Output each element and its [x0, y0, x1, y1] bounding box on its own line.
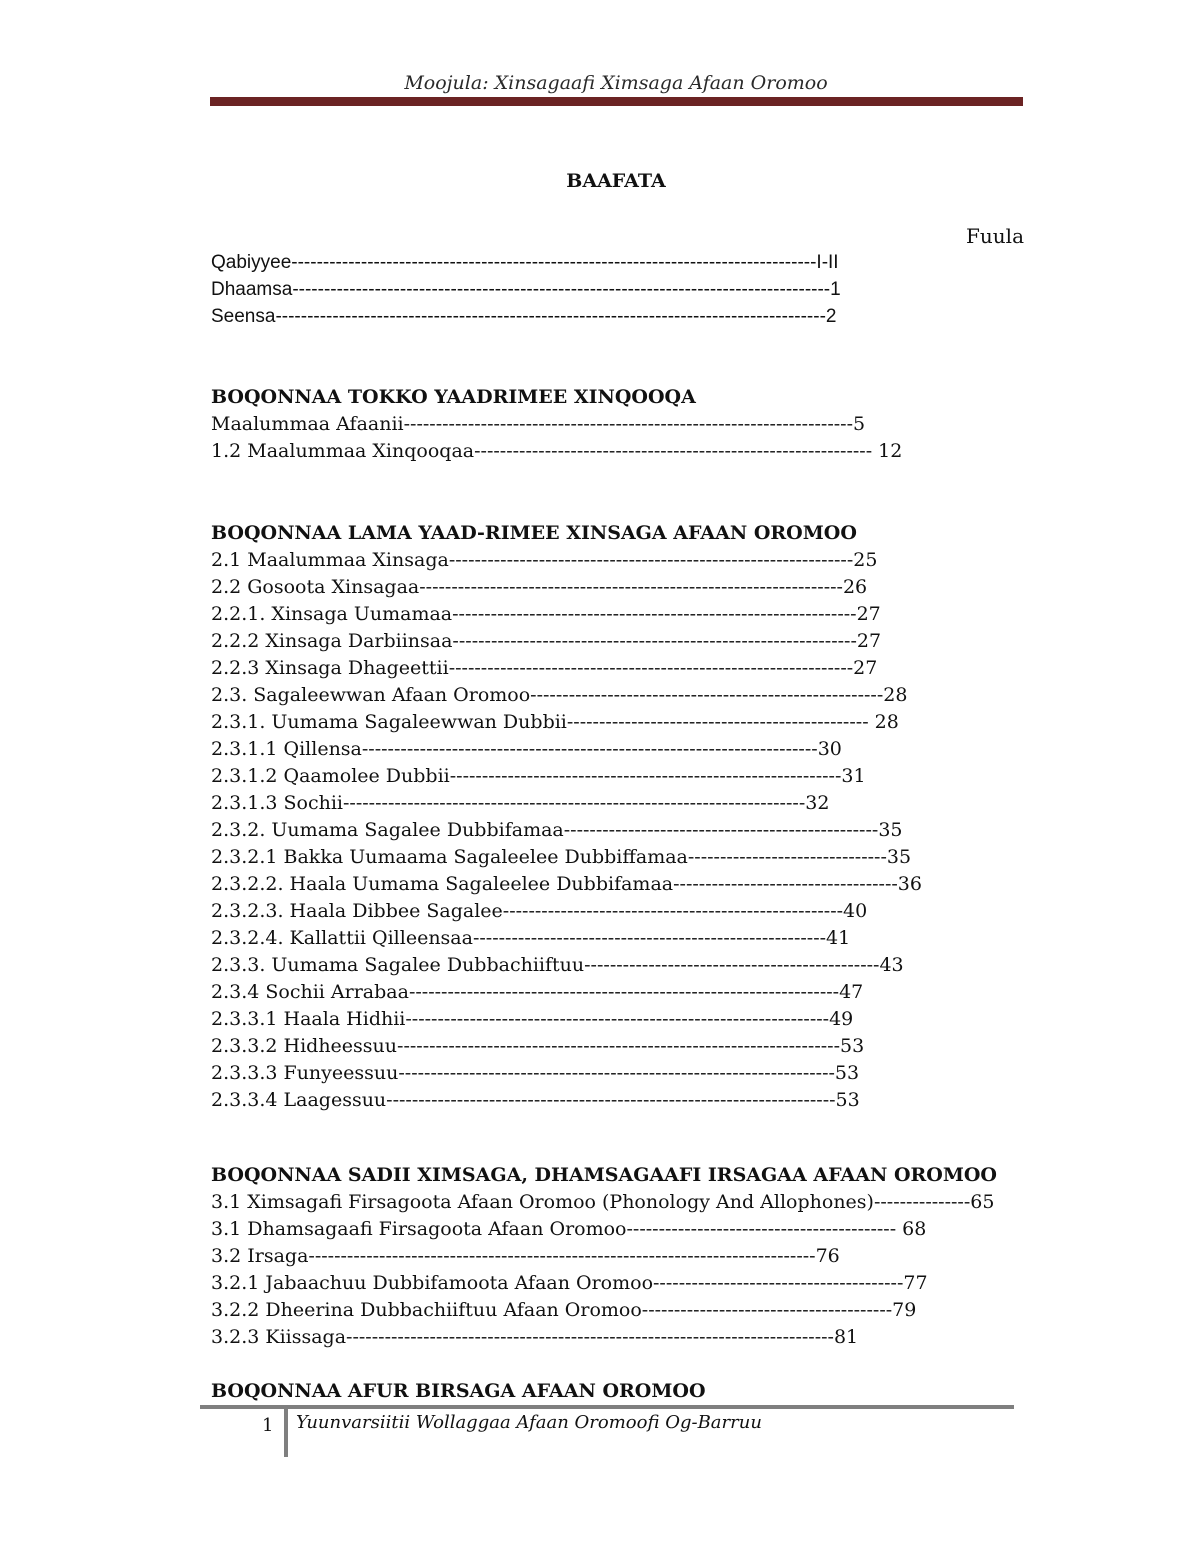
toc-entry: 2.3.4 Sochii Arrabaa-------------------------------------------------------------------47: [211, 981, 864, 1003]
toc-entry: 3.2.1 Jabaachuu Dubbifamoota Afaan Oromoo---------------------------------------77: [211, 1272, 928, 1294]
footer-rule-horizontal: [200, 1405, 1014, 1409]
chapter-heading: BOQONNAA SADII XIMSAGA, DHAMSAGAAFI IRSAGAA AFAAN OROMOO: [211, 1164, 997, 1186]
toc-entry: 2.3.2. Uumama Sagalee Dubbifamaa-------------------------------------------------35: [211, 819, 903, 841]
toc-entry: 2.3.1.2 Qaamolee Dubbii-------------------------------------------------------------31: [211, 765, 866, 787]
toc-entry: 2.2.1. Xinsaga Uumamaa---------------------------------------------------------------27: [211, 603, 881, 625]
footer-rule-vertical: [284, 1405, 288, 1457]
toc-entry: 3.2 Irsaga-------------------------------------------------------------------------------76: [211, 1245, 840, 1267]
toc-entry: 2.3.2.4. Kallattii Qilleensaa-------------------------------------------------------41: [211, 927, 851, 949]
toc-entry: 3.1 Dhamsagaafi Firsagoota Afaan Oromoo------------------------------------------ 68: [211, 1218, 927, 1240]
chapter-heading: BOQONNAA TOKKO YAADRIMEE XINQOOQA: [211, 386, 696, 408]
toc-entry: 2.3.3.3 Funyeessuu--------------------------------------------------------------------53: [211, 1062, 860, 1084]
toc-entry-dhaamsa: Dhaamsa-------------------------------------------------------------------------------------1: [211, 279, 841, 300]
toc-entry: 2.1 Maalummaa Xinsaga---------------------------------------------------------------25: [211, 549, 878, 571]
toc-entry: 1.2 Maalummaa Xinqooqaa-------------------------------------------------------------- 12: [211, 440, 903, 462]
running-header-title: Moojula: Xinsagaafi Ximsaga Afaan Oromoo: [404, 72, 828, 94]
toc-entry-seensa: Seensa---------------------------------------------------------------------------------------2: [211, 306, 837, 327]
toc-entry: 2.3.2.2. Haala Uumama Sagaleelee Dubbifamaa-----------------------------------36: [211, 873, 922, 895]
toc-entry: 2.2.3 Xinsaga Dhageettii---------------------------------------------------------------27: [211, 657, 878, 679]
toc-entry: Maalummaa Afaanii----------------------------------------------------------------------5: [211, 413, 866, 435]
toc-entry: 2.3.2.1 Bakka Uumaama Sagaleelee Dubbiffamaa-------------------------------35: [211, 846, 912, 868]
toc-entry: 2.3.3.4 Laagessuu----------------------------------------------------------------------53: [211, 1089, 860, 1111]
header-rule: [210, 97, 1023, 106]
toc-entry: 2.2.2 Xinsaga Darbiinsaa---------------------------------------------------------------27: [211, 630, 882, 652]
toc-entry: 2.3.3. Uumama Sagalee Dubbachiiftuu----------------------------------------------43: [211, 954, 904, 976]
toc-entry: 2.3.2.3. Haala Dibbee Sagalee-----------------------------------------------------40: [211, 900, 868, 922]
toc-entry: 2.3.1.1 Qillensa-----------------------------------------------------------------------30: [211, 738, 842, 760]
page-number: 1: [262, 1415, 274, 1436]
chapter-heading: BOQONNAA LAMA YAAD-RIMEE XINSAGA AFAAN OROMOO: [211, 522, 857, 544]
toc-entry: 3.2.2 Dheerina Dubbachiiftuu Afaan Oromoo---------------------------------------79: [211, 1299, 917, 1321]
toc-entry: 3.2.3 Kiissaga----------------------------------------------------------------------------81: [211, 1326, 859, 1348]
page-column-label: Fuula: [966, 224, 1024, 248]
toc-entry: 2.3.3.2 Hidheessuu---------------------------------------------------------------------53: [211, 1035, 865, 1057]
toc-entry: 2.3.1. Uumama Sagaleewwan Dubbii----------------------------------------------- 28: [211, 711, 899, 733]
toc-entry-qabiyyee: Qabiyyee-----------------------------------------------------------------------------------I-II: [211, 252, 839, 273]
toc-entry: 3.1 Ximsagafi Firsagoota Afaan Oromoo (Phonology And Allophones)---------------65: [211, 1191, 995, 1213]
footer-institution: Yuunvarsiitii Wollaggaa Afaan Oromoofi Og-Barruu: [296, 1412, 762, 1433]
toc-heading: BAAFATA: [566, 170, 666, 192]
toc-entry: 2.3. Sagaleewwan Afaan Oromoo-------------------------------------------------------28: [211, 684, 908, 706]
toc-entry: 2.3.1.3 Sochii------------------------------------------------------------------------32: [211, 792, 830, 814]
toc-entry: 2.3.3.1 Haala Hidhii------------------------------------------------------------------49: [211, 1008, 854, 1030]
chapter-heading: BOQONNAA AFUR BIRSAGA AFAAN OROMOO: [211, 1380, 706, 1402]
toc-entry: 2.2 Gosoota Xinsagaa------------------------------------------------------------------26: [211, 576, 868, 598]
